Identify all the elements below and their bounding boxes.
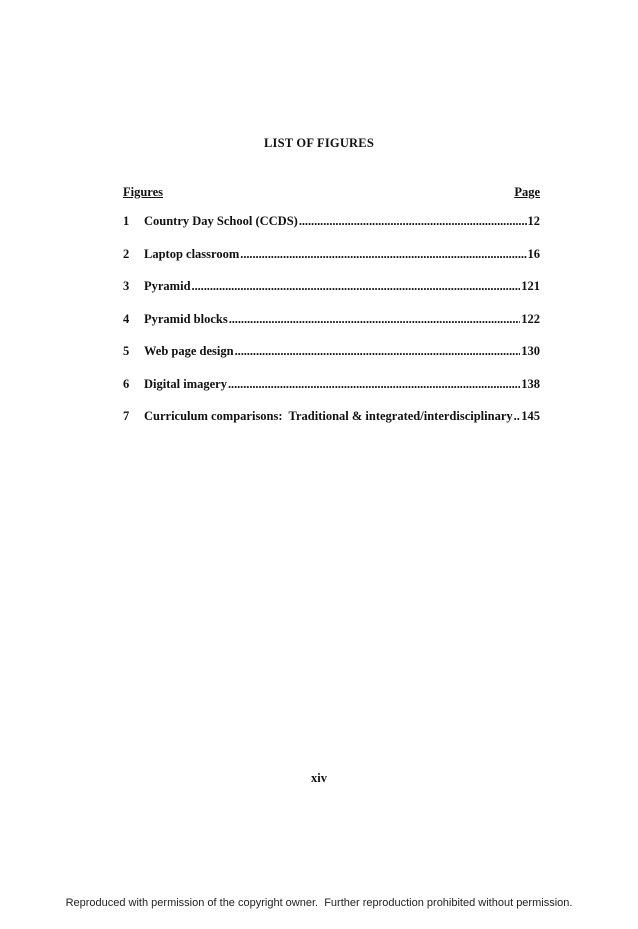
dot-leader bbox=[192, 279, 521, 294]
figure-page: 138 bbox=[521, 376, 540, 391]
figure-title: Country Day School (CCDS) bbox=[144, 214, 298, 228]
figure-entry bbox=[123, 409, 540, 442]
dot-leader bbox=[514, 409, 521, 424]
figure-page: 121 bbox=[521, 279, 540, 293]
figure-entry bbox=[123, 247, 540, 280]
figure-page: 130 bbox=[521, 344, 540, 358]
figure-page: 145 bbox=[521, 409, 540, 423]
figure-number: 1 bbox=[123, 214, 130, 228]
figure-number: 6 bbox=[123, 376, 130, 391]
figure-title: Digital imagery bbox=[144, 376, 227, 391]
page-title: LIST OF FIGURES bbox=[264, 136, 374, 150]
figure-number: 5 bbox=[123, 344, 130, 358]
dot-leader bbox=[299, 214, 527, 229]
figure-entry bbox=[123, 214, 540, 247]
figure-entry bbox=[123, 312, 540, 345]
dot-leader bbox=[228, 377, 520, 392]
figure-number: 2 bbox=[123, 246, 130, 261]
dot-leader bbox=[229, 312, 521, 327]
figure-title: Pyramid bbox=[144, 279, 191, 293]
figure-entry bbox=[123, 344, 540, 377]
dot-leader bbox=[235, 344, 521, 359]
figure-page: 122 bbox=[521, 311, 540, 326]
figure-title: Laptop classroom bbox=[144, 246, 240, 261]
figure-page: 16 bbox=[527, 246, 540, 261]
figure-number: 4 bbox=[123, 311, 130, 326]
figure-number: 7 bbox=[123, 409, 130, 423]
figure-entry bbox=[123, 279, 540, 312]
copyright-footer: Reproduced with permission of the copyright owner. Further reproduction prohibited without permission. bbox=[65, 897, 573, 909]
dot-leader bbox=[240, 247, 526, 262]
figure-entry bbox=[123, 377, 540, 410]
figure-title: Curriculum comparisons: Traditional & integrated/interdisciplinary bbox=[144, 409, 513, 423]
page-number: xiv bbox=[311, 771, 327, 785]
figure-title: Pyramid blocks bbox=[144, 311, 228, 326]
figure-list bbox=[123, 214, 540, 442]
figure-number: 3 bbox=[123, 279, 130, 293]
figure-title: Web page design bbox=[144, 344, 234, 358]
figures-column-header: Figures bbox=[123, 185, 164, 199]
page-column-header: Page bbox=[514, 185, 540, 199]
figure-page: 12 bbox=[527, 214, 540, 228]
